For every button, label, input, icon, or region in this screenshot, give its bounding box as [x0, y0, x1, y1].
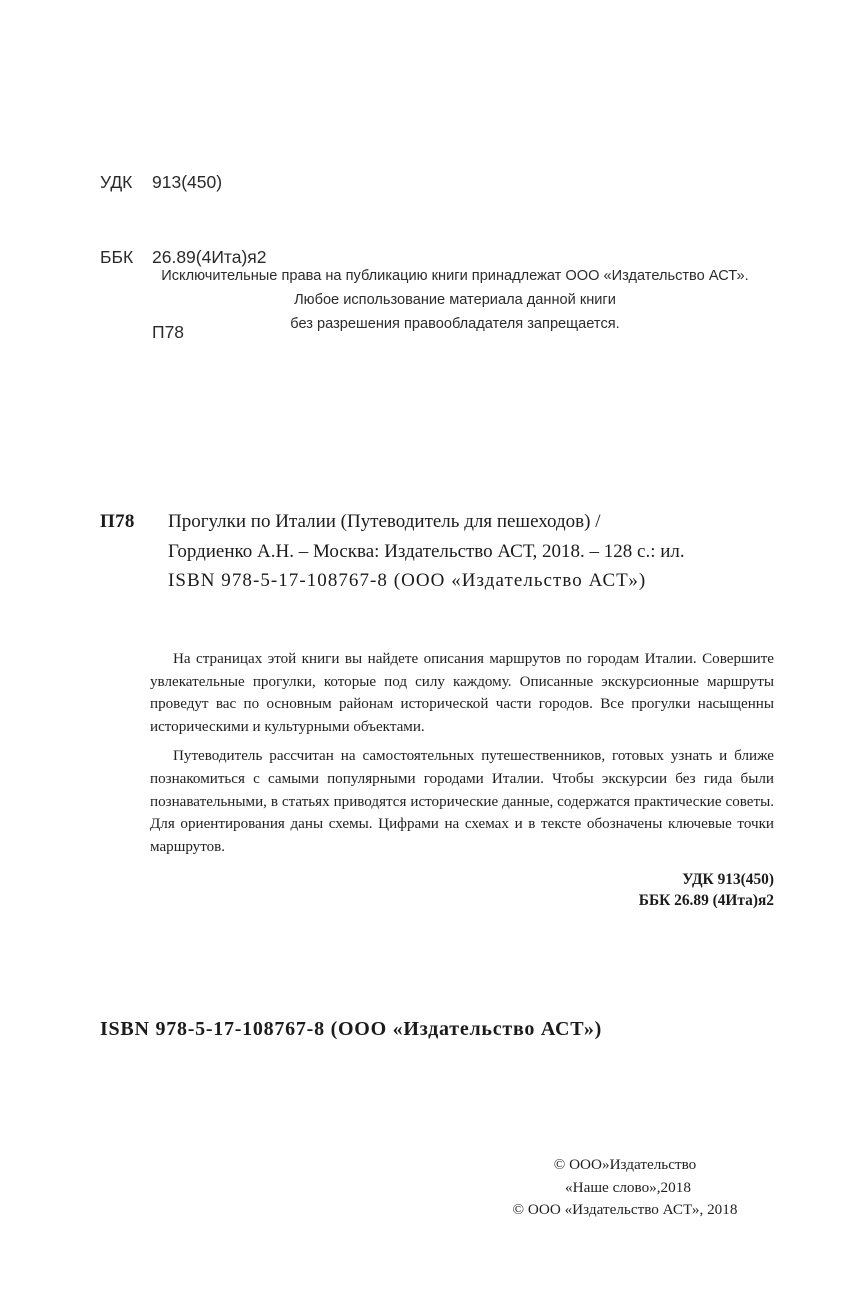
biblio-signature: П78: [100, 511, 135, 532]
rights-notice-line-2: Любое использование материала данной книги: [294, 292, 616, 308]
classification-codes-top: [100, 120, 267, 395]
bibliographic-record: [100, 507, 790, 567]
copyright-line-3: © ООО «Издательство АСТ», 2018: [512, 1201, 738, 1218]
rights-notice-line-3: без разрешения правообладателя запрещается.: [290, 316, 620, 332]
biblio-body: [168, 507, 790, 567]
classification-codes-right: [374, 869, 774, 911]
biblio-title-line: Прогулки по Италии (Путеводитель для пешеходов) /: [168, 511, 601, 532]
copyright-line-1: © ООО»Издательство: [553, 1156, 697, 1173]
udk-value-top: 913(450): [152, 172, 223, 192]
isbn-main: ISBN 978-5-17-108767-8 (ООО «Издательство АСТ»): [100, 1018, 602, 1040]
bbk-label-top: ББК: [100, 247, 134, 267]
bbk-value-top: 26.89(4Ита)я2: [152, 247, 267, 267]
bbk-line-right: ББК 26.89 (4Ита)я2: [638, 892, 774, 909]
udk-row-top: [100, 170, 267, 195]
rights-notice-line-1: Исключительные права на публикацию книги принадлежат ООО «Издательство АСТ».: [161, 268, 749, 284]
udk-line-right: УДК 913(450): [682, 871, 774, 888]
biblio-imprint-line: Гордиенко А.Н. – Москва: Издательство АСТ, 2018. – 128 с.: ил.: [168, 541, 685, 562]
isbn-inline: ISBN 978-5-17-108767-8 (ООО «Издательство АСТ»): [168, 570, 647, 591]
annotation-paragraph-2: Путеводитель рассчитан на самостоятельных путешественников, готовых узнать и ближе познакомиться с самыми популярными городами Италии. Чтобы экскурсии без гида были познавательными, в статьях приводятся исторические данные, содержатся практические советы. Для ориентирования даны схемы. Цифрами на схемах и в тексте обозначены ключевые точки маршрутов.: [150, 748, 774, 855]
annotation-text: [150, 648, 774, 858]
annotation-paragraph-1: На страницах этой книги вы найдете описания маршрутов по городам Италии. Совершите увлекательные прогулки, которые под силу каждому. Описанные экскурсионные маршруты проведут вас по основным районам исторической части городов. Все прогулки насыщенны историческими и культурными объектами.: [150, 651, 774, 735]
shelf-mark-top: П78: [152, 322, 185, 342]
rights-notice: [70, 264, 840, 336]
copyright-line-2: «Наше слово»,2018: [565, 1178, 691, 1196]
udk-label-top: УДК: [100, 172, 133, 192]
copyright-block: [470, 1154, 780, 1222]
